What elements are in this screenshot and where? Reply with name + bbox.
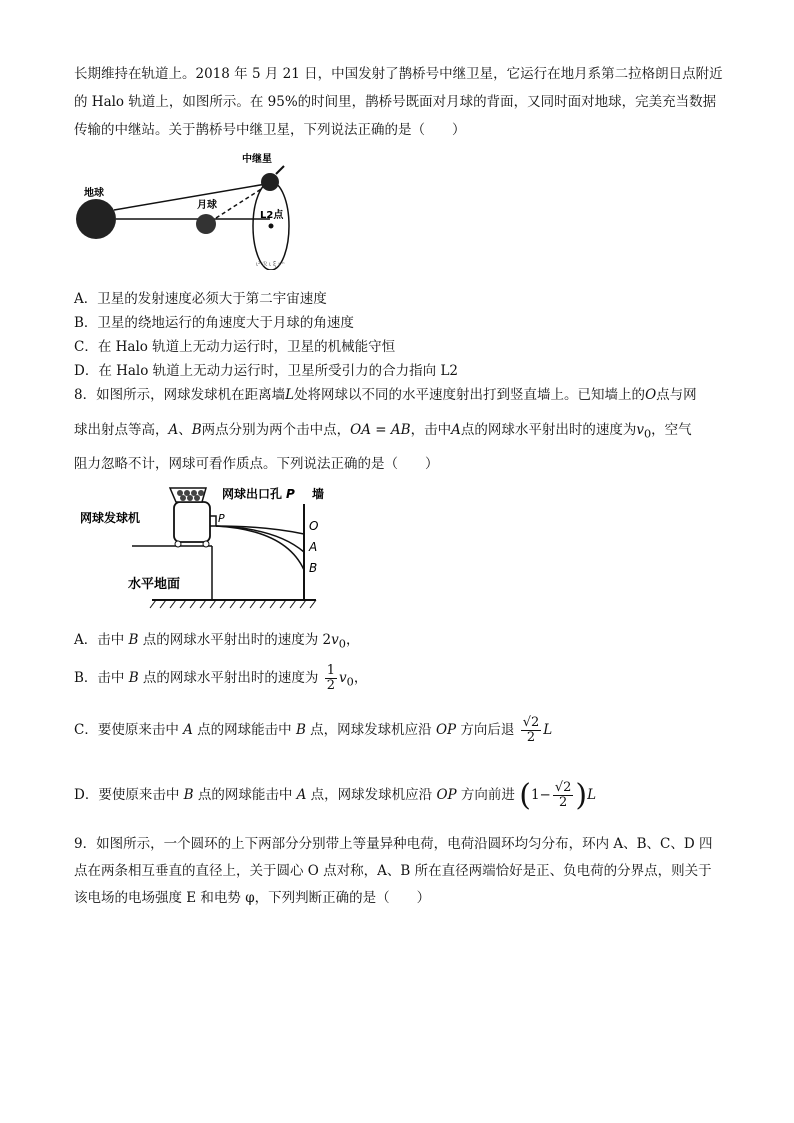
earth-relay-line <box>114 184 266 210</box>
earth-label: 地球 <box>84 188 104 199</box>
moon-sphere <box>196 214 216 234</box>
q8-line-2: 球出射点等高，A、B两点分别为两个击中点，OA = AB，击中A点的网球水平射出时的速度为$v_0$，空气 <box>74 422 692 441</box>
machine-wheel-right <box>203 541 209 547</box>
trajectory-a <box>216 526 304 552</box>
q8-option-c: C．要使原来击中 A 点的网球能击中 B 点，网球发球机应沿 OP 方向后退 $\frac{√2}{2}$ L <box>74 715 553 745</box>
q9-line-3: 该电场的电场强度 E 和电势 φ，下列判断正确的是（ ） <box>74 890 431 906</box>
ground-label: 水平地面 <box>128 577 181 592</box>
q7-option-c: C．在 Halo 轨道上无动力运行时，卫星的机械能守恒 <box>74 339 396 355</box>
point-b-label: B <box>309 561 318 575</box>
q8-option-b: B．击中 B 点的网球水平射出时的速度为 $\frac{1}{2}$ $v_0$， <box>74 663 368 693</box>
q8-line2-part-b: 两点分别为两个击中点， <box>201 422 351 438</box>
relay-label: 中继星 <box>242 154 272 165</box>
q7-figure <box>70 148 310 270</box>
q7-line-3: 传输的中继站。关于鹊桥号中继卫星，下列说法正确的是（ ） <box>74 122 466 138</box>
q8-line-1 <box>74 383 697 403</box>
q8-option-a: A．击中 B 点的网球水平射出时的速度为 $2v_0$， <box>74 632 360 651</box>
earth-sphere <box>76 199 116 239</box>
q7-option-a: A．卫星的发射速度必须大于第二宇宙速度 <box>74 291 327 307</box>
figure-caption: ι² ℛ ι ξ ι ⁿ <box>256 261 285 268</box>
q8-line-3: 阻力忽略不计，网球可看作质点。下列说法正确的是（ ） <box>74 456 439 472</box>
machine-wheel-left <box>175 541 181 547</box>
wall-label: 墙 <box>312 487 325 501</box>
hole-p-label: P <box>286 487 295 501</box>
hole-label: 网球出口孔 <box>222 487 283 501</box>
q8-figure <box>76 482 336 612</box>
q7-option-d: D．在 Halo 轨道上无动力运行时，卫星所受引力的合力指向 L2 <box>74 363 459 379</box>
q9-line-1: 9．如图所示，一个圆环的上下两部分分别带上等量异种电荷，电荷沿圆环均匀分布，环内 A、B、C、D 四 <box>74 836 713 852</box>
var-l: L <box>285 387 295 403</box>
l2-label: L2点 <box>260 210 284 221</box>
q8-line1-part-c: 点与网 <box>656 387 697 403</box>
machine-body <box>174 502 210 542</box>
q7-line-2: 的 Halo 轨道上，如图所示。在 95%的时间里，鹊桥号既面对月球的背面，又同时面对地球，完美充当数据 <box>74 94 717 110</box>
point-a-label: A <box>309 540 318 554</box>
ground-hatch <box>150 600 316 608</box>
q7-line-1: 长期维持在轨道上。2018 年 5 月 21 日，中国发射了鹊桥号中继卫星，它运行在地月系第二拉格朗日点附近 <box>74 66 723 82</box>
q8-line1-part-b: 处将网球以不同的水平速度射出打到竖直墙上。已知墙上的 <box>294 387 646 403</box>
q7-option-b: B．卫星的绕地运行的角速度大于月球的角速度 <box>74 315 354 331</box>
q9-line-2: 点在两条相互垂直的直径上，关于圆心 O 点对称，A、B 所在直径两端恰好是正、负电荷的分界点，则关于 <box>74 863 712 879</box>
moon-label: 月球 <box>197 200 217 211</box>
point-p-label: P <box>218 512 225 525</box>
q8-option-d: D．要使原来击中 B 点的网球能击中 A 点，网球发球机应沿 OP 方向前进 (1− $\frac{√2}{2}$ )L <box>74 778 597 813</box>
q8-line2-part-c: ，击中 <box>410 422 452 438</box>
var-o: O <box>645 387 657 403</box>
trajectory-b <box>216 526 304 570</box>
q8-line1-part-a: 8．如图所示，网球发球机在距离墙 <box>74 387 286 403</box>
relay-antenna <box>276 166 284 174</box>
q8-line2-part-e: ，空气 <box>651 422 692 438</box>
machine-label: 网球发球机 <box>80 511 141 525</box>
relay-satellite <box>261 173 279 191</box>
q8-line2-part-a: 球出射点等高， <box>74 422 169 438</box>
point-o-label: O <box>309 519 319 533</box>
q8-line2-part-d: 点的网球水平射出时的速度为 <box>460 422 637 438</box>
l2-point <box>269 224 274 229</box>
